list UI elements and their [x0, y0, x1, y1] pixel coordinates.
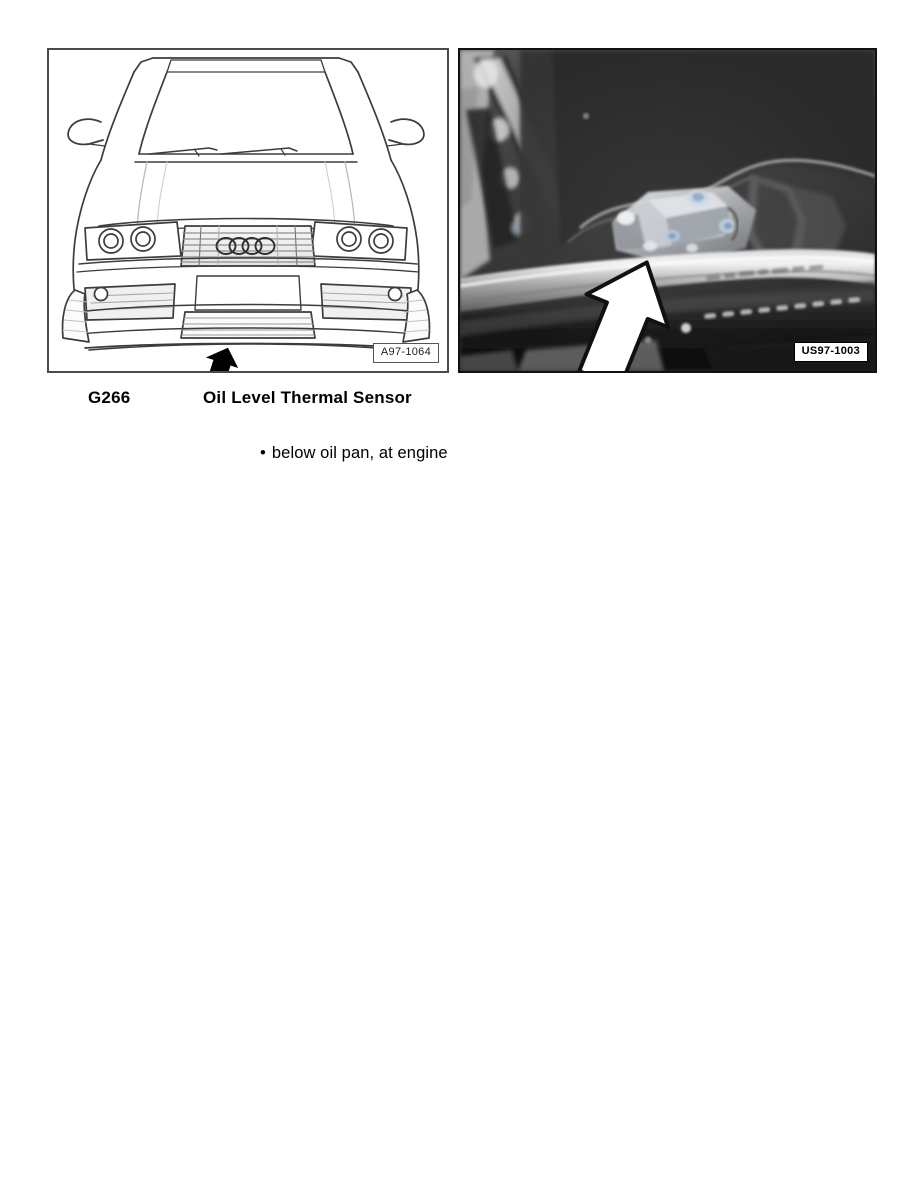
component-heading [0, 388, 918, 412]
location-text: below oil pan, at engine [271, 444, 448, 462]
figure-caption-label-right: US97-1003 [794, 342, 868, 362]
bullet-icon: • [260, 444, 266, 462]
list-item [260, 444, 448, 463]
component-code: G266 [88, 388, 131, 407]
component-name: Oil Level Thermal Sensor [203, 388, 412, 407]
audi-front-view-line-drawing [49, 50, 447, 371]
figure-line-art-panel [47, 48, 449, 373]
figure-photo-panel [458, 48, 877, 373]
engine-underbody-photograph [460, 50, 875, 371]
figure-caption-label-left: A97-1064 [373, 343, 439, 363]
figure-row [0, 0, 918, 380]
